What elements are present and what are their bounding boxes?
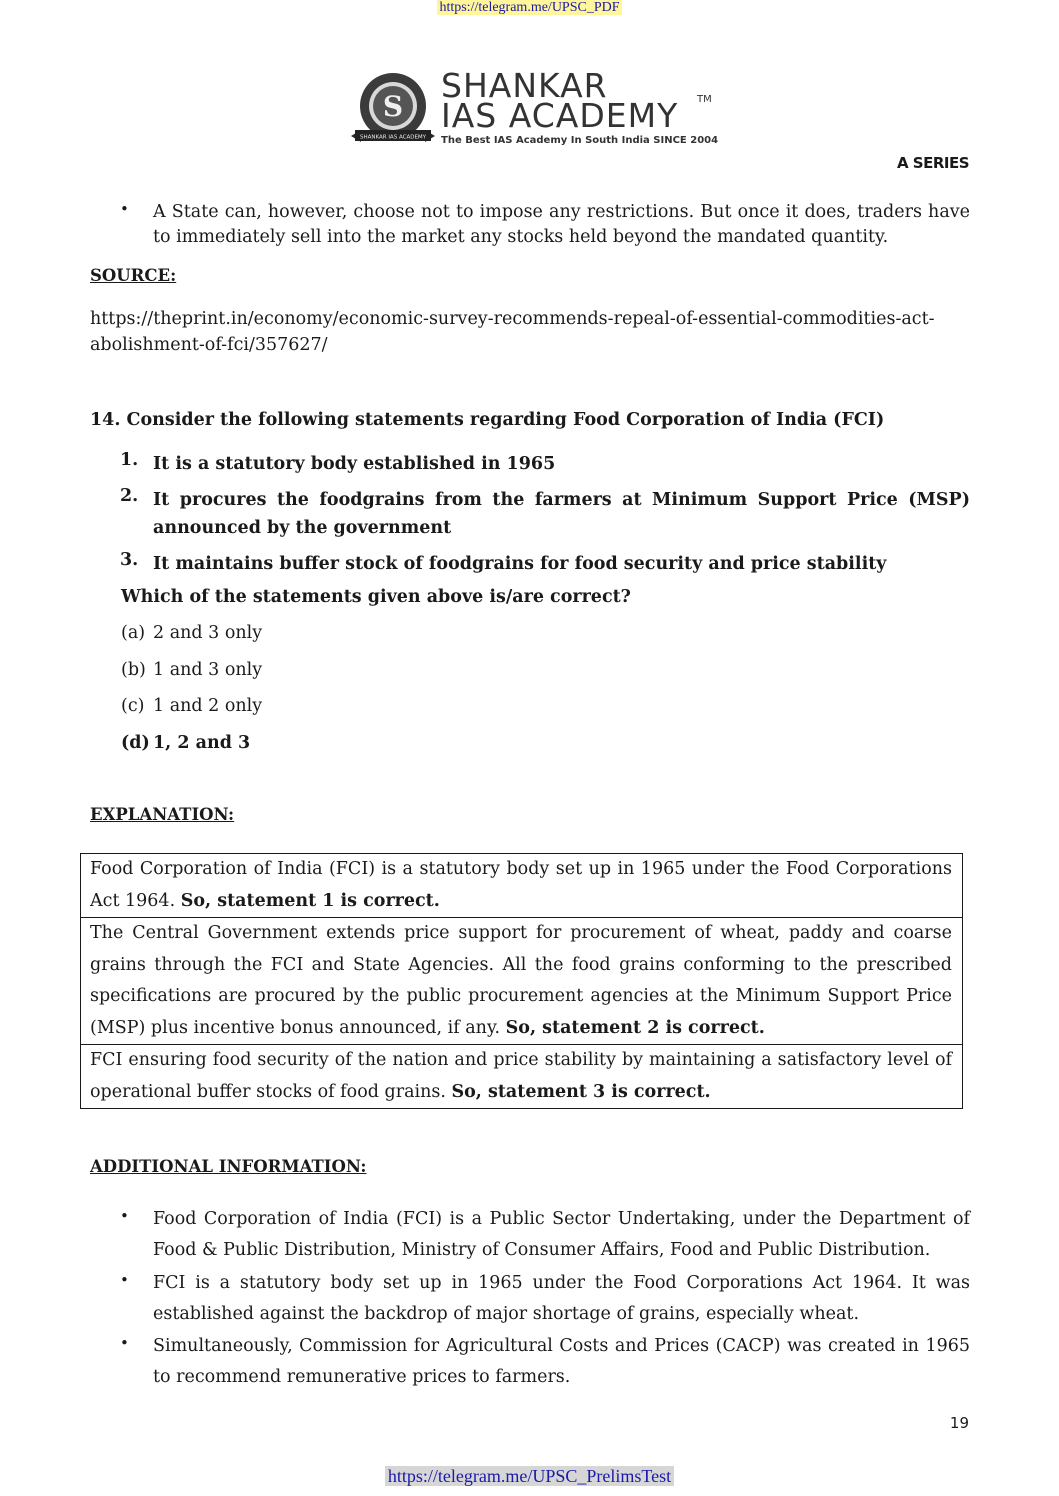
explanation-row-1 xyxy=(81,854,962,917)
statement-number: 2. xyxy=(120,486,139,506)
statement-text: It procures the foodgrains from the farmers at Minimum Support Price (MSP) announced by the government xyxy=(153,490,970,538)
option-label: (c) xyxy=(121,696,145,716)
source-heading: SOURCE: xyxy=(90,266,177,285)
statement-number: 3. xyxy=(120,550,139,570)
page-number: 19 xyxy=(949,1414,969,1432)
statement-text: It maintains buffer stock of foodgrains for food security and price stability xyxy=(153,554,887,574)
statement-number: 1. xyxy=(120,450,139,470)
telegram-link-top[interactable] xyxy=(0,0,1059,16)
statement-1 xyxy=(120,450,970,478)
option-a[interactable] xyxy=(121,623,262,643)
question-number: 14. xyxy=(90,410,121,430)
question-stem xyxy=(90,410,884,430)
continuation-bullet-text: A State can, however, choose not to impose any restrictions. But once it does, traders have to immediately sell into the market any stocks held beyond the mandated quantity. xyxy=(153,202,970,247)
explanation-conclusion: So, statement 1 is correct. xyxy=(180,890,440,911)
explanation-table xyxy=(80,853,963,1109)
telegram-link-bottom-text[interactable]: https://telegram.me/UPSC_PrelimsTest xyxy=(385,1466,674,1486)
emblem-ring-text: SHANKAR IAS ACADEMY xyxy=(359,134,427,141)
emblem-letter: S xyxy=(382,90,404,123)
option-text: 1, 2 and 3 xyxy=(153,733,251,753)
question-text: Consider the following statements regarding Food Corporation of India (FCI) xyxy=(126,410,885,430)
logo-tagline: The Best IAS Academy In South India SINCE 2004 xyxy=(441,135,719,146)
option-text: 2 and 3 only xyxy=(153,623,263,643)
logo-trademark: TM xyxy=(697,94,712,105)
explanation-text: FCI ensuring food security of the nation and price stability by maintaining a satisfactory level of operational buffer stocks of food grains. xyxy=(90,1050,952,1102)
option-text: 1 and 3 only xyxy=(153,660,263,680)
series-label: A SERIES xyxy=(896,154,969,172)
option-d-correct[interactable] xyxy=(121,733,250,753)
additional-bullet-text: Simultaneously, Commission for Agricultural Costs and Prices (CACP) was created in 1965 to recommend remunerative prices to farmers. xyxy=(153,1336,970,1387)
explanation-conclusion: So, statement 2 is correct. xyxy=(505,1017,765,1038)
academy-emblem-icon xyxy=(347,70,439,154)
option-label: (a) xyxy=(121,623,146,643)
bullet-dot: • xyxy=(120,1207,129,1225)
bullet-dot: • xyxy=(120,1271,129,1289)
logo-name-line2: IAS ACADEMY xyxy=(441,96,679,135)
option-label: (b) xyxy=(121,660,146,680)
bullet-dot: • xyxy=(120,1334,129,1352)
explanation-conclusion: So, statement 3 is correct. xyxy=(451,1081,711,1102)
additional-bullet-1 xyxy=(90,1204,970,1266)
additional-bullet-text: FCI is a statutory body set up in 1965 under the Food Corporations Act 1964. It was established against the backdrop of major shortage of grains, especially wheat. xyxy=(153,1273,970,1324)
additional-bullet-text: Food Corporation of India (FCI) is a Public Sector Undertaking, under the Department of Food & Public Distribution, Ministry of Consumer Affairs, Food and Public Distribution. xyxy=(153,1209,970,1260)
continuation-bullet xyxy=(90,200,970,250)
statement-2 xyxy=(120,486,970,542)
explanation-text: The Central Government extends price support for procurement of wheat, paddy and coarse grains through the FCI and State Agencies. All the food grains conforming to the prescribed specifications are procured by the public procurement agencies at the Minimum Support Price (MSP) plus incentive bonus announced, if any. xyxy=(90,923,952,1038)
additional-bullet-2 xyxy=(90,1268,970,1330)
logo-name-line1: SHANKAR xyxy=(441,66,608,105)
telegram-link-top-text[interactable]: https://telegram.me/UPSC_PDF xyxy=(439,0,620,15)
statement-text: It is a statutory body established in 1965 xyxy=(153,454,556,474)
option-label: (d) xyxy=(121,733,150,753)
additional-info-heading: ADDITIONAL INFORMATION: xyxy=(90,1157,367,1176)
question-ask: Which of the statements given above is/are correct? xyxy=(121,587,631,607)
explanation-row-2 xyxy=(81,917,962,1044)
explanation-row-3 xyxy=(81,1044,962,1108)
option-c[interactable] xyxy=(121,696,262,716)
explanation-heading: EXPLANATION: xyxy=(90,805,235,824)
explanation-text: Food Corporation of India (FCI) is a statutory body set up in 1965 under the Food Corporations Act 1964. xyxy=(90,859,952,911)
option-text: 1 and 2 only xyxy=(153,696,263,716)
additional-bullet-3 xyxy=(90,1331,970,1393)
source-url[interactable]: https://theprint.in/economy/economic-survey-recommends-repeal-of-essential-commodities-act-abolishment-of-fci/357627/ xyxy=(90,309,935,355)
bullet-dot: • xyxy=(120,200,129,218)
telegram-link-bottom[interactable] xyxy=(0,1466,1059,1487)
statement-3 xyxy=(120,550,970,578)
option-b[interactable] xyxy=(121,660,262,680)
